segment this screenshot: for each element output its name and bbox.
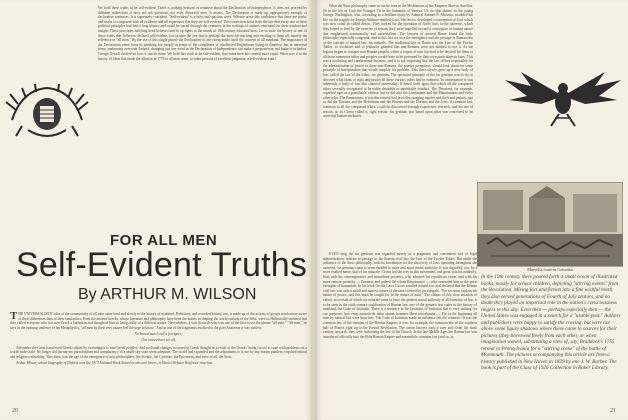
right-column-2-wrap — [323, 252, 477, 414]
page-number-right: 21 — [610, 408, 616, 414]
article-kicker: FOR ALL MEN — [110, 232, 218, 249]
article-byline: By ARTHUR M. WILSON — [78, 286, 257, 303]
engraving-illustration — [477, 182, 623, 272]
body-text-1: HE UNIVERSALISTIC idea of the commonalty of all men came hard and slowly in the history of mankind. Prehistory, and recorded history, too, is made up of the actions of groups much more aware of their differences than of their similarities. Even the ancient Greeks, whose literature and philosophy have been the matrix in shaping the world outlook of the West, were so Hellenically-inclined that they called everyone who was non-Greek a barbarian and thought of him as being really of a different nature. Nevertheless, it was Aristotle who was one of the first to use the phrase "all men." "All men," he says in the opening sentence of his Metaphysics, "all men by their very nature feel the urge to know." And in one of the fragments ascribed to the poet Anacreon it was written, — [10, 312, 307, 330]
page-number-left: 20 — [12, 408, 18, 414]
right-column-1-wrap — [323, 4, 473, 250]
body-text-2: Alexander the Great transferred Greek culture by extending it to non-Greek peoples. And profound changes occurred in Greek thought as a result of the Greeks' being forced to cope with problems on a world-wide scale. No longer did the narrow parochialism and complacency of a small city-state seem adequate. The world had expanded and the adjustment to it, not by any means painless, required ethical and religious rethinking. This, then, was the age of the emergence of new philosophies, the Sceptic, the Cyrenaic, the Epicurean, and most of all, the Stoic. — [10, 345, 307, 359]
intro-column: We hold these truths to be self-evident. There is nothing hesitant or tentative about the Declaration of Independence. It does not proceed by diffident indirection; it does not ask questions, not even rhetorical ones. It asserts. The Declaration is made up, appropriately enough, of declarative sentences. It is supremely confident. "Self-evident" is a lofty and spacious word. Whence arose this confidence that these are truths, and truths so congruent with all evidence and all experience that they are self-evident? This conviction arose from the fact that every one of these political principles had had a long history and could be traced through the centuries in the writings of authors venerated for their wisdom and insight. These principles had long been believed and lit up lights in the minds of 18th-century educated men. Let us trace the history of one of these truths that Jefferson declared self-evident. Let us take the one that is perhaps the most far-reaching and exciting of them all, namely the reference to "all men." By the use of this single phrase the Declaration in one sweep made itself the concern of all mankind. The importance of the Declaration came from its speaking not simply in terms of the complaints of disaffected Englishmen living in America, but in universal terms, embracing everyone. Indeed, changing just one word in the Declaration of Independence can make it preposterous and bathe it in bathos. George Orwell showed us how it can be done: We hold this truth to be self-evident, that some men are created more equal. What was it in the history of ideas that made the allusion in 1776 to all men seem, to sober persons of excellent judgment, a self-evident truth? — [98, 6, 307, 61]
left-page — [0, 0, 313, 420]
engraving-caption: Marvella fonte in Columba — [527, 267, 573, 272]
right-column-2: EVEN long the ius gentium was regarded merely as a pragmatic and convenient tool of legal administration, inferior in prestige to the Roman civil law, the Law of the Twelve Tables. But under the influence of the Stoic philosophy, with its fascination for the discovery of laws operating throughout the universe, ius gentium came to seem entitled to more and more moral authority. It was dignified, too, by a more exalted name, that of ius naturale. Cicero led the way in this movement, and great was his authority, both with his contemporaries and immediate posterity, who admired his republican virtue, and with his more remote posterity — Erasmus and indeed the whole Renaissance — who venerated him as the great exemplar of humanism. In his book On the Laws Cicero extolled natural law and declared that the Roman civil law was only a small and narrow corner of the area covered by ius naturale. "For we must explain the nature of justice, and this must be sought for in the nature of man." The climax of this slow invasion of values, as a result of which ius naturale came to have the greatest moral authority of all branches of law, is to be seen in the sixth-century codification of Roman law, one of the greatest law codes in the history of mankind, the Code of Justinian. There is a sentence in the Institutes of Justinian that is very striking for our purposes: Iure enim naturali ab initio omnes homines liberi nascebantur — For in the beginning all men by natural law were born free. The Code of Justinian made its influence felt for centuries. It was the common law of the remains of the Roman Empire; it was, for example, the common law of the southern half of France right up to the French Revolution. The canon lawyers took it over and, from the ninth century onwards, they were fashioning the law of the Church. In the late Middle Ages the Roman law was introduced officially into the Holy Roman Empire and meanwhile common law (and so, in — [323, 252, 477, 339]
body-column-left — [10, 312, 307, 330]
drop-cap: T — [10, 312, 18, 322]
eagle-illustration — [501, 66, 625, 132]
right-page — [315, 0, 628, 420]
poem-line-1: No honest man I call a foreigner; — [134, 332, 183, 337]
body-column-left-wrap — [10, 312, 307, 410]
poem-line-2: One nature have we all. — [141, 337, 176, 342]
emblem-illustration — [2, 80, 92, 142]
author-note: Arthur Wilson, whose biography of Diderot won the 1973 National Book Award in arts and letters, is Daniel Webster Professor emeritus. — [16, 360, 213, 365]
right-column-1: What the Stoic philosophy came to can be seen in the Meditations of the Emperor Marcus Aurelius. Or in the life of Cato the Younger. Or in the humanity of Seneca. Or, for that matter, in the young George Washington, who, according to a brilliant essay by Admiral Samuel E. Morison, modeled his life on the tragedy by Joseph Addison entitled Cato. The Stoics developed a conception of God which was now could be called deistic. They looked for the operation of God's laws in the universe, which they hoped to find by the exercise of reason, they were impelled toward a conception of human nature that emphasized commonality and universalism. The lawyers of ancient Rome found the Stoic philosophy especially congenial, and to this fact we owe the emergence and the prestige in Roman law of the concept of natural law, ius naturale. The traditional law of Rome was the Law of the Twelve Tables, so exclusive and so jealously guarded that non-Romans were not entitled to use it. As the legions began to conquer non-Roman peoples, either a corpus of new law had to be devised for them or all those numerous tribes and peoples would have to be governed by their own particularistic laws. This was a confusing and cumbersome business, and it is not surprising that the law officer responsible for the administration of justice to these non-Romans, the praetor peregrinus, should look about for some principle of interpretation that would simplify his problem. This there slowly grew up a new body of law, called the law of the tribes, ius gentium. The operative principle of the ius gentium was to try to discover what ideas of right and justice all these various tribes had in common. In consequence it was inherently a body of law that claimed universality. It based itself upon that which all the conquered tribes severally recognized to be either desirable or punishable conduct. The Thracians, for example, regarded rape as a punishable offense, but so did also the Lusitanians and the Mauritanians and every other tribe. The Pannonians, it was discovered, had laws discouraging murder and theft and perjury, just as did the Dacians and the Helvetians and the Britons and the Dorians and the Jews. A common law, common to all the conquered tribes, could be discovered through experience, research, and the use of reason, or, as Cicero called it, right reason. Ius gentium was based upon what was conceived to be universal human attributes. — [323, 4, 473, 119]
sidebar-caption: In the 19th century there poured forth a small ocean of illustrated books, mostly for school children, depicting "stirring events" from the Revolution. Mixing fact and fiction into a fine wishful broth, they also served generations of Fourth of July orators, and no doubt they played an important role in the nation's consciousness lingers to this day. Even then — perhaps especially then — the United States was engaged in a search for a "usable past." Authors and publishers were happy to satisfy the craving, but were not above some figury shadows where these came to sources for their pictures (they borrowed freely from each other, or when imagination waned, substituting a view of, say, Braddock's 1755 retreat in Pennsylvania for a "stirring scene" of the battle of Monmouth. The pictures accompanying this article are from a history published in New Haven in 1829 by one J. W. Barber. The book is part of the Class of 1926 Collection in Baker Library. — [481, 274, 621, 371]
article-title: Self-Evident Truths — [16, 246, 308, 284]
